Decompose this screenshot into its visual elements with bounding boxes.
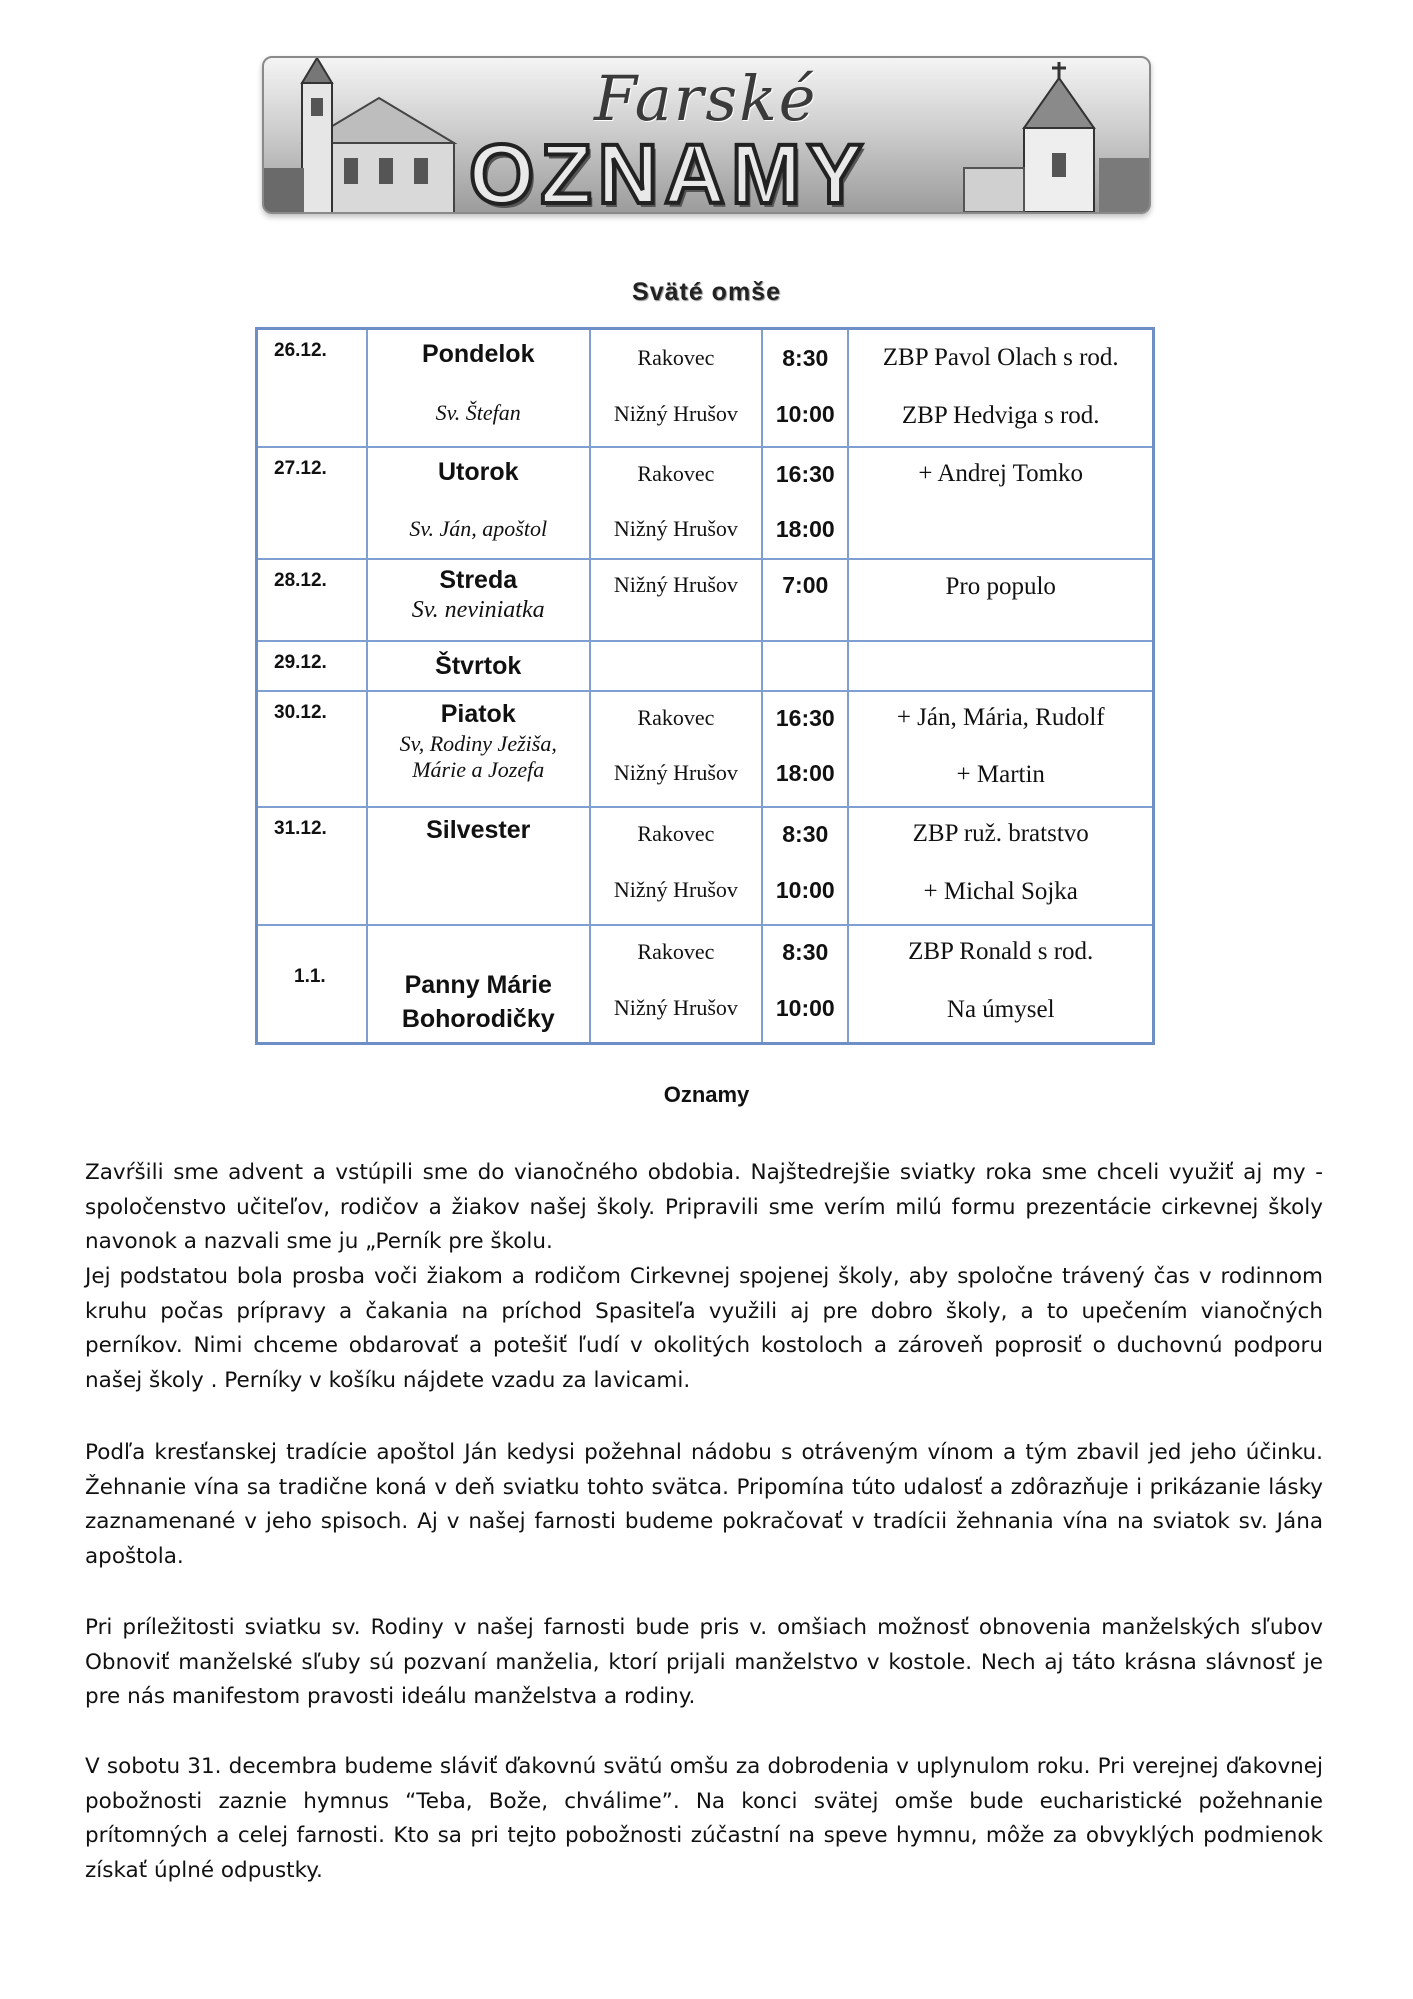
mass-time: 16:30: [775, 460, 835, 487]
mass-place: Rakovec: [637, 461, 715, 486]
mass-place: Rakovec: [637, 821, 715, 846]
day-name: Piatok: [440, 700, 516, 728]
mass-place: Rakovec: [637, 345, 715, 370]
mass-date: 1.1.: [294, 966, 326, 987]
mass-intention: + Andrej Tomko: [918, 460, 1084, 487]
banner-script-title: Farské: [594, 62, 818, 135]
table-row: [257, 807, 1154, 925]
mass-time: 16:30: [775, 704, 835, 731]
mass-place: Rakovec: [637, 939, 715, 964]
saint-name: Sv, Rodiny Ježiša, Márie a Jozefa: [399, 731, 557, 782]
day-name: Panny Márie Bohorodičky: [401, 971, 555, 1033]
table-row: [257, 641, 1154, 691]
table-row: [257, 447, 1154, 559]
mass-place: Nižný Hrušov: [613, 516, 738, 541]
saint-name: Sv. Štefan: [435, 400, 521, 425]
day-name: Štvrtok: [435, 652, 522, 680]
mass-date: 28.12.: [274, 570, 327, 591]
mass-date: 30.12.: [274, 702, 327, 723]
mass-place: Nižný Hrušov: [613, 760, 738, 785]
table-row: [257, 691, 1154, 807]
saint-name: Sv. Ján, apoštol: [409, 516, 548, 541]
announcement-paragraph-2: Jej podstatou bola prosba voči žiakom a rodičom Cirkevnej spojenej školy, aby spoločne trávený čas v rodinnom kruhu počas prípravy a čakania na príchod Spasiteľa využili aj pre dobro školy, a to upečením vianočných perníkov. Nimi chceme obdarovať a potešiť ľudí v okolitých kostoloch a zároveň poprosiť o duchovnú podporu našej školy . Perníky v košíku nájdete vzadu za lavicami.: [85, 1264, 1323, 1393]
mass-date: 31.12.: [274, 818, 327, 839]
mass-time: 7:00: [782, 571, 829, 598]
mass-time: 8:30: [782, 820, 829, 847]
mass-intention: + Ján, Mária, Rudolf: [896, 704, 1105, 731]
mass-intention: Pro populo: [945, 573, 1056, 600]
announcement-paragraph-5: V sobotu 31. decembra budeme sláviť ďakovnú svätú omšu za dobrodenia v uplynulom roku. Pri verejnej ďakovnej pobožnosti zaznie hymnus “Teba, Bože, chválime”. Na konci svätej omše bude eucharistické požehnanie prítomných a celej farnosti. Kto sa pri tejto pobožnosti zúčastní na speve hymnu, môže za obvyklých podmienok získať úplné odpustky.: [85, 1754, 1323, 1883]
announcement-paragraph-3: Podľa kresťanskej tradície apoštol Ján kedysi požehnal nádobu s otráveným vínom a tým zbavil jed jeho účinku. Žehnanie vína sa tradične koná v deň sviatku tohto svätca. Pripomína túto udalosť a zdôrazňuje i prikázanie lásky zaznamenané v jeho spisoch. Aj v našej farnosti budeme pokračovať v tradícii žehnania vína na sviatok sv. Jána apoštola.: [85, 1440, 1323, 1569]
day-name: Pondelok: [421, 340, 535, 368]
mass-intention: ZBP Pavol Olach s rod.: [882, 344, 1119, 371]
mass-intention: Na úmysel: [946, 996, 1055, 1023]
mass-time: 10:00: [775, 994, 835, 1021]
announcement-paragraph-1: Zavŕšili sme advent a vstúpili sme do vianočného obdobia. Najštedrejšie sviatky roka sme chceli využiť aj my - spoločenstvo učiteľov, rodičov a žiakov našej školy. Pripravili sme verím milú formu prezentácie cirkevnej školy navonok a nazvali sme ju „Perník pre školu.: [85, 1160, 1323, 1254]
mass-intention: ZBP ruž. bratstvo: [912, 820, 1089, 847]
day-name: Streda: [439, 566, 518, 594]
announcements-title: Oznamy: [663, 1082, 750, 1107]
announcement-paragraph-4: Pri príležitosti sviatku sv. Rodiny v našej farnosti bude pris v. omšiach možnosť obnovenia manželských sľubov Obnoviť manželské sľuby sú pozvaní manželia, ktorí prijali manželstvo v kostole. Nech aj táto krásna slávnosť je pre nás manifestom pravosti ideálu manželstva a rodiny.: [85, 1615, 1323, 1709]
mass-place: Nižný Hrušov: [613, 401, 738, 426]
mass-date: 27.12.: [274, 458, 327, 479]
mass-intention: ZBP Ronald s rod.: [908, 938, 1094, 965]
mass-place: Rakovec: [637, 705, 715, 730]
day-name: Utorok: [437, 458, 519, 486]
mass-date: 29.12.: [274, 652, 327, 673]
table-row: [257, 925, 1154, 1044]
mass-date: 26.12.: [274, 340, 327, 361]
mass-place: Nižný Hrušov: [613, 572, 738, 597]
mass-place: Nižný Hrušov: [613, 995, 738, 1020]
mass-intention: + Michal Sojka: [923, 878, 1078, 905]
table-row: [257, 329, 1154, 448]
mass-intention: + Martin: [956, 761, 1045, 788]
mass-time: 8:30: [782, 344, 829, 371]
mass-place: Nižný Hrušov: [613, 877, 738, 902]
masses-title: Sväté omše: [632, 278, 781, 306]
mass-time: 10:00: [775, 400, 835, 427]
mass-time: 10:00: [775, 876, 835, 903]
banner-main-title: OZNAMY: [469, 127, 869, 214]
header-banner: [262, 56, 1151, 214]
mass-intention: ZBP Hedviga s rod.: [901, 402, 1100, 429]
mass-schedule-table: [255, 327, 1155, 1045]
day-name: Silvester: [426, 816, 531, 844]
table-row: [257, 559, 1154, 641]
mass-time: 18:00: [775, 759, 835, 786]
saint-name: Sv. neviniatka: [411, 597, 545, 623]
mass-time: 8:30: [782, 938, 829, 965]
mass-time: 18:00: [775, 515, 835, 542]
